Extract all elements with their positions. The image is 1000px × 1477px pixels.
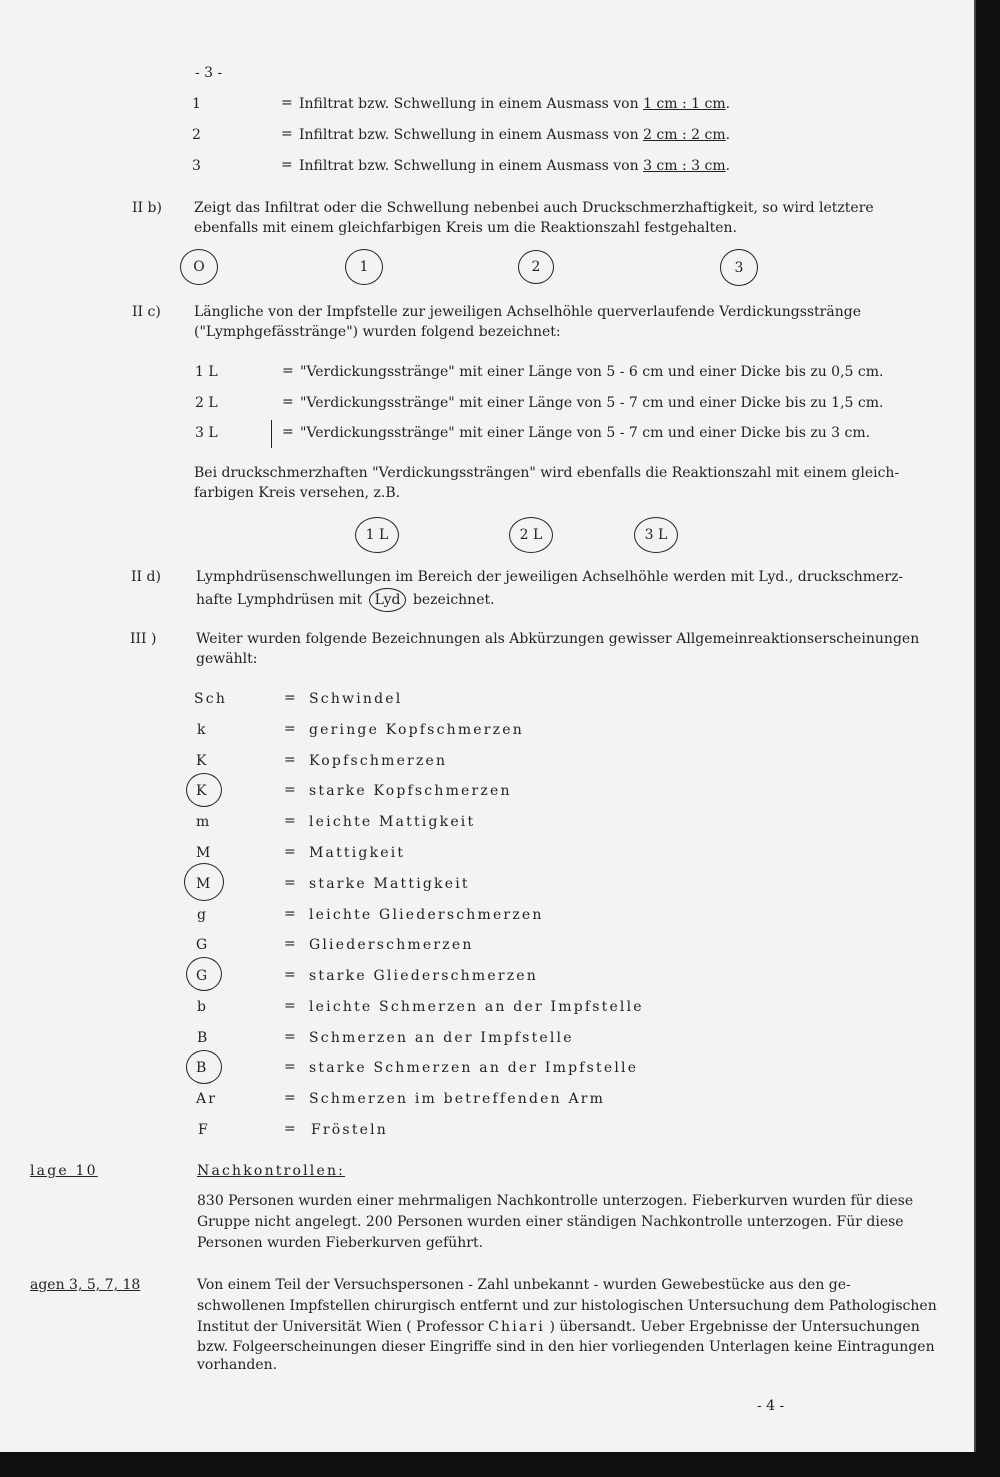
abbrev-text: leichte Mattigkeit — [309, 814, 476, 830]
page-number-header: - 3 - — [195, 65, 223, 81]
abbrev-text: leichte Schmerzen an der Impfstelle — [309, 999, 644, 1015]
circled-reaction-2: 2 — [518, 250, 554, 284]
paragraph-line: Bei druckschmerzhaften "Verdickungssträngen" wird ebenfalls die Reaktionszahl mit einem gleich- — [194, 465, 900, 481]
equals-sign: = — [284, 1029, 296, 1045]
equals-sign: = — [284, 1059, 296, 1075]
equals-sign: = — [284, 936, 296, 952]
abbrev-text: starke Schmerzen an der Impfstelle — [309, 1060, 639, 1076]
equals-sign: = — [284, 844, 296, 860]
item-text: Infiltrat bzw. Schwellung in einem Ausmass von 3 cm : 3 cm. — [299, 158, 731, 174]
equals-sign: = — [282, 394, 294, 410]
paragraph-line: Personen wurden Fieberkurven geführt. — [197, 1235, 484, 1251]
equals-sign: = — [281, 157, 293, 173]
abbrev-text: starke Gliederschmerzen — [309, 968, 539, 984]
equals-sign: = — [284, 1090, 296, 1106]
item-text: Infiltrat bzw. Schwellung in einem Ausmass von 1 cm : 1 cm. — [299, 96, 731, 112]
paragraph-line: Weiter wurden folgende Bezeichnungen als Abkürzungen gewisser Allgemeinreaktionserscheinungen — [196, 631, 920, 647]
abbrev-text: leichte Gliederschmerzen — [309, 907, 544, 923]
equals-sign: = — [284, 721, 296, 737]
paragraph-line: bzw. Folgeerscheinungen dieser Eingriffe sind in den hier vorliegenden Unterlagen keine Eintragungen — [197, 1339, 935, 1355]
strand-code: 1 L — [195, 364, 218, 380]
abbrev-text: geringe Kopfschmerzen — [309, 722, 524, 738]
abbrev-code: G — [196, 968, 208, 984]
equals-sign: = — [284, 967, 296, 983]
abbrev-text: Schwindel — [309, 691, 403, 707]
paragraph-line: ebenfalls mit einem gleichfarbigen Kreis um die Reaktionszahl festgehalten. — [194, 220, 737, 236]
paragraph-line: Lymphdrüsenschwellungen im Bereich der jeweiligen Achselhöhle werden mit Lyd., druckschmerz- — [196, 569, 904, 585]
strand-text: "Verdickungsstränge" mit einer Länge von 5 - 7 cm und einer Dicke bis zu 1,5 cm. — [300, 395, 884, 411]
circled-lyd: Lyd — [369, 588, 407, 612]
equals-sign: = — [284, 998, 296, 1014]
circled-strand-2: 2 L — [509, 517, 553, 553]
equals-sign: = — [282, 363, 294, 379]
equals-sign: = — [284, 690, 296, 706]
abbrev-code: M — [196, 876, 211, 892]
equals-sign: = — [284, 1121, 296, 1137]
section-label-2b: II b) — [132, 200, 162, 216]
abbrev-code: F — [198, 1122, 208, 1138]
item-text: Infiltrat bzw. Schwellung in einem Ausmass von 2 cm : 2 cm. — [299, 127, 731, 143]
section-label-2d: II d) — [131, 569, 161, 585]
abbrev-code: K — [196, 783, 207, 799]
abbrev-code: G — [196, 937, 208, 953]
abbrev-code: M — [196, 845, 211, 861]
equals-sign: = — [282, 424, 294, 440]
paragraph-line: Von einem Teil der Versuchspersonen - Zahl unbekannt - wurden Gewebestücke aus den ge- — [197, 1277, 851, 1293]
abbrev-text: Schmerzen an der Impfstelle — [309, 1030, 574, 1046]
paragraph-line: Institut der Universität Wien ( Professor Chiari ) übersandt. Ueber Ergebnisse der Untersuchungen — [197, 1319, 920, 1335]
circled-strand-3: 3 L — [634, 517, 678, 553]
paragraph-line: Gruppe nicht angelegt. 200 Personen wurden einer ständigen Nachkontrolle unterzogen. Für diese — [197, 1214, 904, 1230]
section-heading: Nachkontrollen: — [197, 1163, 346, 1179]
circled-reaction-1: 1 — [345, 249, 383, 285]
equals-sign: = — [284, 782, 296, 798]
abbrev-code: b — [197, 999, 206, 1015]
abbrev-code: B — [197, 1030, 208, 1046]
item-number: 1 — [192, 96, 201, 112]
equals-sign: = — [281, 95, 293, 111]
paragraph-line: schwollenen Impfstellen chirurgisch entfernt und zur histologischen Untersuchung dem Pathologischen — [197, 1298, 937, 1314]
paragraph-line: farbigen Kreis versehen, z.B. — [194, 485, 401, 501]
abbrev-text: Frösteln — [311, 1122, 389, 1138]
equals-sign: = — [284, 875, 296, 891]
paragraph-line: Zeigt das Infiltrat oder die Schwellung nebenbei auch Druckschmerzhaftigkeit, so wird letztere — [194, 200, 874, 216]
paragraph-line: ("Lymphgefässtränge") wurden folgend bezeichnet: — [194, 324, 561, 340]
equals-sign: = — [284, 752, 296, 768]
margin-reference: agen 3, 5, 7, 18 — [30, 1277, 141, 1293]
paragraph-line: vorhanden. — [197, 1357, 278, 1373]
section-label-2c: II c) — [132, 304, 161, 320]
paragraph-line: Längliche von der Impfstelle zur jeweiligen Achselhöhle querverlaufende Verdickungsstränge — [194, 304, 861, 320]
strand-text: "Verdickungsstränge" mit einer Länge von 5 - 6 cm und einer Dicke bis zu 0,5 cm. — [300, 364, 884, 380]
abbrev-code: Ar — [196, 1091, 218, 1107]
circled-reaction-3: 3 — [720, 249, 758, 286]
abbrev-code: B — [196, 1060, 207, 1076]
item-number: 2 — [192, 127, 201, 143]
section-label-3: III ) — [130, 631, 157, 647]
strand-text: "Verdickungsstränge" mit einer Länge von 5 - 7 cm und einer Dicke bis zu 3 cm. — [300, 425, 871, 441]
circled-strand-1: 1 L — [355, 517, 399, 553]
strand-code: 2 L — [195, 395, 218, 411]
abbrev-code: g — [197, 907, 206, 923]
equals-sign: = — [284, 813, 296, 829]
equals-sign: = — [284, 906, 296, 922]
page-number-footer: - 4 - — [757, 1398, 785, 1414]
circled-reaction-0: O — [180, 249, 218, 285]
abbrev-code: K — [196, 753, 207, 769]
item-number: 3 — [192, 158, 201, 174]
abbrev-text: starke Mattigkeit — [309, 876, 470, 892]
abbrev-code: k — [197, 722, 206, 738]
abbrev-text: Mattigkeit — [309, 845, 406, 861]
abbrev-text: Kopfschmerzen — [309, 753, 448, 769]
stray-mark — [271, 420, 272, 448]
abbrev-text: Gliederschmerzen — [309, 937, 474, 953]
paragraph-line: gewählt: — [196, 651, 258, 667]
equals-sign: = — [281, 126, 293, 142]
abbrev-text: Schmerzen im betreffenden Arm — [309, 1091, 606, 1107]
paragraph-line: 830 Personen wurden einer mehrmaligen Nachkontrolle unterzogen. Fieberkurven wurden für diese — [197, 1193, 914, 1209]
abbrev-text: starke Kopfschmerzen — [309, 783, 512, 799]
abbrev-code: Sch — [194, 691, 228, 707]
paragraph-line: hafte Lymphdrüsen mit Lyd bezeichnet. — [196, 588, 495, 612]
abbrev-code: m — [196, 814, 210, 830]
margin-reference: lage 10 — [30, 1163, 98, 1179]
strand-code: 3 L — [195, 425, 218, 441]
